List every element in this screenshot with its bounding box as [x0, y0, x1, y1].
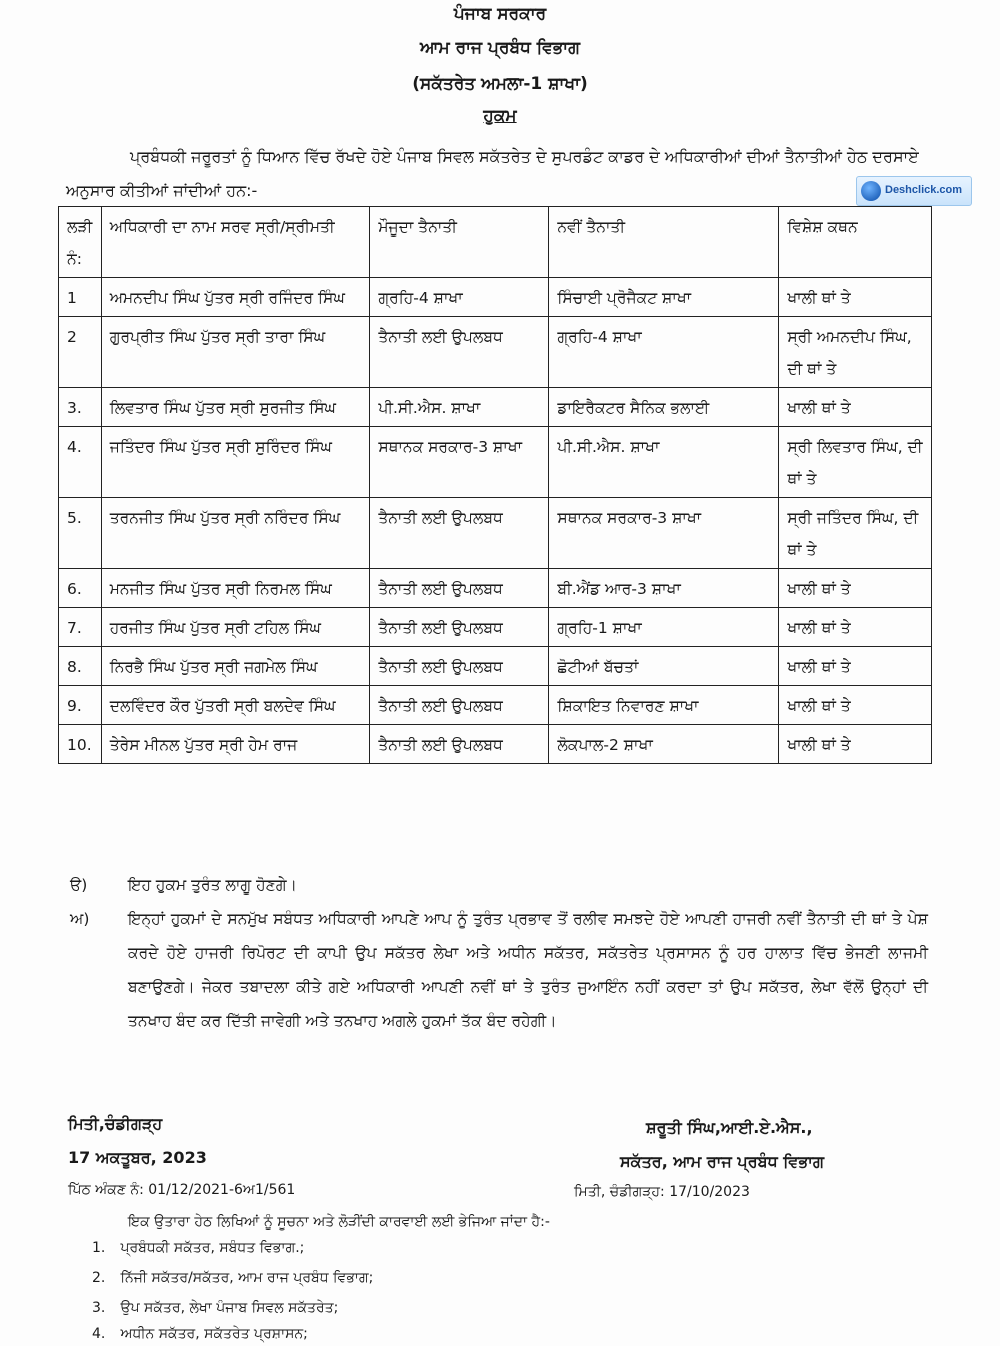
cell-officer-name: ਅਮਨਦੀਪ ਸਿੰਘ ਪੁੱਤਰ ਸ੍ਰੀ ਰਜਿੰਦਰ ਸਿੰਘ: [101, 278, 370, 317]
cell-officer-name: ਹਰਜੀਤ ਸਿੰਘ ਪੁੱਤਰ ਸ੍ਰੀ ਟਹਿਲ ਸਿੰਘ: [101, 608, 370, 647]
cell-new-posting: ਬੀ.ਐਂਡ ਆਰ-3 ਸ਼ਾਖਾ: [549, 569, 779, 608]
note-a-marker: ੳ): [70, 876, 88, 894]
cell-remarks: ਸ੍ਰੀ ਲਿਵਤਾਰ ਸਿੰਘ, ਦੀ ਥਾਂ ਤੇ: [779, 427, 932, 498]
table-row: [59, 647, 932, 686]
endorsement-date: ਮਿਤੀ, ਚੰਡੀਗੜ੍ਹ: 17/10/2023: [574, 1184, 750, 1200]
table-row: [59, 388, 932, 427]
cell-remarks: ਖਾਲੀ ਥਾਂ ਤੇ: [779, 725, 932, 764]
cell-current-posting: ਤੈਨਾਤੀ ਲਈ ਉਪਲਬਧ: [370, 498, 549, 569]
department-title: ਆਮ ਰਾਜ ਪ੍ਰਬੰਧ ਵਿਭਾਗ: [420, 38, 580, 58]
cell-officer-name: ਮਨਜੀਤ ਸਿੰਘ ਪੁੱਤਰ ਸ੍ਰੀ ਨਿਰਮਲ ਸਿੰਘ: [101, 569, 370, 608]
cell-current-posting: ਸਥਾਨਕ ਸਰਕਾਰ-3 ਸ਼ਾਖਾ: [370, 427, 549, 498]
place-label: ਮਿਤੀ,ਚੰਡੀਗੜ੍ਹ: [68, 1114, 163, 1133]
cell-officer-name: ਲਿਵਤਾਰ ਸਿੰਘ ਪੁੱਤਰ ਸ੍ਰੀ ਸੁਰਜੀਤ ਸਿੰਘ: [101, 388, 370, 427]
cell-serial: 5.: [59, 498, 102, 569]
intro-paragraph: ਪ੍ਰਬੰਧਕੀ ਜਰੂਰਤਾਂ ਨੂੰ ਧਿਆਨ ਵਿੱਚ ਰੱਖਦੇ ਹੋਏ ਪੰਜਾਬ ਸਿਵਲ ਸਕੱਤਰੇਤ ਦੇ ਸੁਪਰਡੰਟ ਕਾਡਰ ਦੇ ਅਧਿਕਾਰੀਆਂ ਦੀਆਂ ਤੈਨਾਤੀਆਂ ਹੇਠ ਦਰਸਾਏ ਅਨੁਸਾਰ ਕੀਤੀਆਂ ਜਾਂਦੀਆਂ ਹਨ:-: [66, 147, 919, 200]
cell-remarks: ਸ੍ਰੀ ਅਮਨਦੀਪ ਸਿੰਘ, ਦੀ ਥਾਂ ਤੇ: [779, 317, 932, 388]
table-row: [59, 278, 932, 317]
watermark-text: Deshclick.com: [885, 184, 963, 196]
cell-current-posting: ਤੈਨਾਤੀ ਲਈ ਉਪਲਬਧ: [370, 569, 549, 608]
list-item: [92, 1240, 304, 1256]
header-new-posting: ਨਵੀਂ ਤੈਨਾਤੀ: [549, 207, 779, 278]
cell-current-posting: ਤੈਨਾਤੀ ਲਈ ਉਪਲਬਧ: [370, 647, 549, 686]
watermark-logo-icon: [861, 181, 881, 201]
recipient-number: 3.: [92, 1300, 106, 1316]
watermark-badge: [856, 176, 972, 206]
cell-officer-name: ਦਲਵਿੰਦਰ ਕੌਰ ਪੁੱਤਰੀ ਸ੍ਰੀ ਬਲਦੇਵ ਸਿੰਘ: [101, 686, 370, 725]
recipient-text: ਉਪ ਸਕੱਤਰ, ਲੇਖਾ ਪੰਜਾਬ ਸਿਵਲ ਸਕੱਤਰੇਤ;: [120, 1300, 339, 1316]
header-serial: ਲੜੀ ਨੰ:: [59, 207, 102, 278]
cell-serial: 8.: [59, 647, 102, 686]
note-b-text: ਇਨ੍ਹਾਂ ਹੁਕਮਾਂ ਦੇ ਸਨਮੁੱਖ ਸਬੰਧਤ ਅਧਿਕਾਰੀ ਆਪਣੇ ਆਪ ਨੂੰ ਤੁਰੰਤ ਪ੍ਰਭਾਵ ਤੋਂ ਰਲੀਵ ਸਮਝਦੇ ਹੋਏ ਆਪਣੀ ਹਾਜਰੀ ਨਵੀਂ ਤੈਨਾਤੀ ਦੀ ਥਾਂ ਤੇ ਪੇਸ਼ ਕਰਦੇ ਹੋਏ ਹਾਜਰੀ ਰਿਪੋਰਟ ਦੀ ਕਾਪੀ ਉਪ ਸਕੱਤਰ ਲੇਖਾ ਅਤੇ ਅਧੀਨ ਸਕੱਤਰ, ਸਕੱਤਰੇਤ ਪ੍ਰਸਾਸਨ ਨੂੰ ਹਰ ਹਾਲਾਤ ਵਿੱਚ ਭੇਜਣੀ ਲਾਜਮੀ ਬਣਾਉਣਗੇ। ਜੇਕਰ ਤਬਾਦਲਾ ਕੀਤੇ ਗਏ ਅਧਿਕਾਰੀ ਆਪਣੀ ਨਵੀਂ ਥਾਂ ਤੇ ਤੁਰੰਤ ਜੁਆਇੰਨ ਨਹੀਂ ਕਰਦਾ ਤਾਂ ਉਪ ਸਕੱਤਰ, ਲੇਖਾ ਵੱਲੋਂ ਉਨ੍ਹਾਂ ਦੀ ਤਨਖਾਹ ਬੰਦ ਕਰ ਦਿੱਤੀ ਜਾਵੇਗੀ ਅਤੇ ਤਨਖਾਹ ਅਗਲੇ ਹੁਕਮਾਂ ਤੱਕ ਬੰਦ ਰਹੇਗੀ।: [128, 910, 928, 1030]
order-date: 17 ਅਕਤੂਬਰ, 2023: [68, 1148, 207, 1167]
signatory-name: ਸ਼ਰੂਤੀ ਸਿੰਘ,ਆਈ.ਏ.ਐਸ.,: [646, 1118, 813, 1137]
cell-new-posting: ਡਾਇਰੈਕਟਰ ਸੈਨਿਕ ਭਲਾਈ: [549, 388, 779, 427]
table-row: [59, 725, 932, 764]
cell-new-posting: ਸਿੰਚਾਈ ਪ੍ਰੋਜੈਕਟ ਸ਼ਾਖਾ: [549, 278, 779, 317]
table-row: [59, 686, 932, 725]
cell-current-posting: ਤੈਨਾਤੀ ਲਈ ਉਪਲਬਧ: [370, 725, 549, 764]
cell-remarks: ਖਾਲੀ ਥਾਂ ਤੇ: [779, 569, 932, 608]
recipient-text: ਨਿੱਜੀ ਸਕੱਤਰ/ਸਕੱਤਰ, ਆਮ ਰਾਜ ਪ੍ਰਬੰਧ ਵਿਭਾਗ;: [120, 1270, 374, 1286]
government-title: ਪੰਜਾਬ ਸਰਕਾਰ: [453, 4, 547, 24]
header-current-posting: ਮੌਜੂਦਾ ਤੈਨਾਤੀ: [370, 207, 549, 278]
cell-officer-name: ਗੁਰਪ੍ਰੀਤ ਸਿੰਘ ਪੁੱਤਰ ਸ੍ਰੀ ਤਾਰਾ ਸਿੰਘ: [101, 317, 370, 388]
cell-serial: 7.: [59, 608, 102, 647]
cell-remarks: ਖਾਲੀ ਥਾਂ ਤੇ: [779, 686, 932, 725]
postings-table: [58, 206, 932, 764]
cell-new-posting: ਸਥਾਨਕ ਸਰਕਾਰ-3 ਸ਼ਾਖਾ: [549, 498, 779, 569]
recipient-text: ਪ੍ਰਬੰਧਕੀ ਸਕੱਤਰ, ਸਬੰਧਤ ਵਿਭਾਗ.;: [120, 1240, 305, 1256]
note-b-marker: ਅ): [70, 910, 90, 928]
order-heading: ਹੁਕਮ: [483, 106, 517, 126]
cell-new-posting: ਗ੍ਰਹਿ-1 ਸ਼ਾਖਾ: [549, 608, 779, 647]
cell-serial: 1: [59, 278, 102, 317]
cell-new-posting: ਸ਼ਿਕਾਇਤ ਨਿਵਾਰਣ ਸ਼ਾਖਾ: [549, 686, 779, 725]
cell-serial: 2: [59, 317, 102, 388]
table-row: [59, 569, 932, 608]
signatory-title: ਸਕੱਤਰ, ਆਮ ਰਾਜ ਪ੍ਰਬੰਧ ਵਿਭਾਗ: [620, 1152, 824, 1171]
cell-new-posting: ਛੋਟੀਆਂ ਬੱਚਤਾਂ: [549, 647, 779, 686]
cell-remarks: ਖਾਲੀ ਥਾਂ ਤੇ: [779, 388, 932, 427]
cell-new-posting: ਲੋਕਪਾਲ-2 ਸ਼ਾਖਾ: [549, 725, 779, 764]
cell-new-posting: ਗ੍ਰਹਿ-4 ਸ਼ਾਖਾ: [549, 317, 779, 388]
cell-current-posting: ਤੈਨਾਤੀ ਲਈ ਉਪਲਬਧ: [370, 608, 549, 647]
header-remarks: ਵਿਸ਼ੇਸ਼ ਕਥਨ: [779, 207, 932, 278]
cell-serial: 3.: [59, 388, 102, 427]
cell-officer-name: ਤੇਰੇਸ ਮੀਨਲ ਪੁੱਤਰ ਸ੍ਰੀ ਹੇਮ ਰਾਜ: [101, 725, 370, 764]
endorsement-number: ਪਿੱਠ ਅੰਕਣ ਨੰ: 01/12/2021-6ਅ1/561: [68, 1182, 296, 1198]
cell-serial: 9.: [59, 686, 102, 725]
cell-officer-name: ਤਰਨਜੀਤ ਸਿੰਘ ਪੁੱਤਰ ਸ੍ਰੀ ਨਰਿੰਦਰ ਸਿੰਘ: [101, 498, 370, 569]
recipient-number: 4.: [92, 1326, 106, 1342]
table-row: [59, 608, 932, 647]
cell-serial: 10.: [59, 725, 102, 764]
cell-new-posting: ਪੀ.ਸੀ.ਐਸ. ਸ਼ਾਖਾ: [549, 427, 779, 498]
table-row: [59, 317, 932, 388]
copy-forward-line: ਇਕ ਉਤਾਰਾ ਹੇਠ ਲਿਖਿਆਂ ਨੂੰ ਸੂਚਨਾ ਅਤੇ ਲੋੜੀਂਦੀ ਕਾਰਵਾਈ ਲਈ ਭੇਜਿਆ ਜਾਂਦਾ ਹੈ:-: [128, 1214, 550, 1230]
list-item: [92, 1270, 373, 1286]
cell-officer-name: ਜਤਿੰਦਰ ਸਿੰਘ ਪੁੱਤਰ ਸ੍ਰੀ ਸੁਰਿੰਦਰ ਸਿੰਘ: [101, 427, 370, 498]
cell-remarks: ਖਾਲੀ ਥਾਂ ਤੇ: [779, 647, 932, 686]
cell-current-posting: ਤੈਨਾਤੀ ਲਈ ਉਪਲਬਧ: [370, 686, 549, 725]
cell-serial: 6.: [59, 569, 102, 608]
note-a-text: ਇਹ ਹੁਕਮ ਤੁਰੰਤ ਲਾਗੂ ਹੋਣਗੇ।: [128, 876, 297, 894]
recipient-text: ਅਧੀਨ ਸਕੱਤਰ, ਸਕੱਤਰੇਤ ਪ੍ਰਸ਼ਾਸਨ;: [120, 1326, 308, 1342]
cell-current-posting: ਤੈਨਾਤੀ ਲਈ ਉਪਲਬਧ: [370, 317, 549, 388]
cell-current-posting: ਗ੍ਰਹਿ-4 ਸ਼ਾਖਾ: [370, 278, 549, 317]
list-item: [92, 1326, 308, 1342]
recipient-number: 2.: [92, 1270, 106, 1286]
branch-title: (ਸਕੱਤਰੇਤ ਅਮਲਾ-1 ਸ਼ਾਖਾ): [412, 74, 588, 94]
header-officer-name: ਅਧਿਕਾਰੀ ਦਾ ਨਾਮ ਸਰਵ ਸ੍ਰੀ/ਸ੍ਰੀਮਤੀ: [101, 207, 370, 278]
cell-remarks: ਖਾਲੀ ਥਾਂ ਤੇ: [779, 278, 932, 317]
list-item: [92, 1300, 338, 1316]
table-header-row: [59, 207, 932, 278]
cell-remarks: ਖਾਲੀ ਥਾਂ ਤੇ: [779, 608, 932, 647]
cell-current-posting: ਪੀ.ਸੀ.ਐਸ. ਸ਼ਾਖਾ: [370, 388, 549, 427]
cell-officer-name: ਨਿਰਭੈ ਸਿੰਘ ਪੁੱਤਰ ਸ੍ਰੀ ਜਗਮੇਲ ਸਿੰਘ: [101, 647, 370, 686]
cell-serial: 4.: [59, 427, 102, 498]
table-row: [59, 427, 932, 498]
table-row: [59, 498, 932, 569]
recipient-number: 1.: [92, 1240, 106, 1256]
cell-remarks: ਸ੍ਰੀ ਜਤਿੰਦਰ ਸਿੰਘ, ਦੀ ਥਾਂ ਤੇ: [779, 498, 932, 569]
